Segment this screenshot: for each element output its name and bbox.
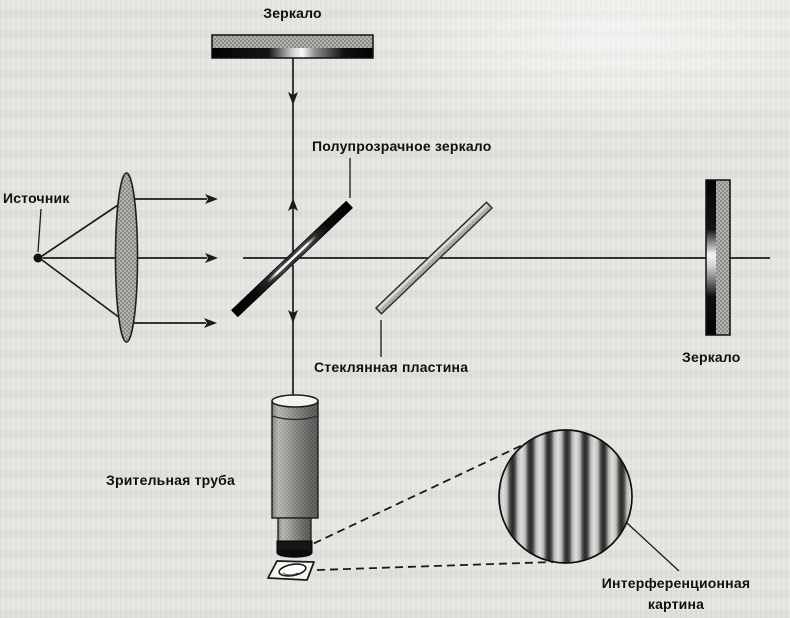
label-interference-line2: картина — [647, 596, 705, 612]
telescope-draw-tube-texture — [278, 518, 311, 543]
label-top-mirror: Зеркало — [263, 5, 322, 21]
source-leader-line — [38, 209, 41, 252]
source-ray-upper — [42, 201, 124, 256]
source-ray-lower — [42, 260, 124, 321]
dashed-line-lower — [317, 562, 553, 570]
beam-splitter-plate — [232, 201, 353, 316]
label-beam-splitter: Полупрозрачное зеркало — [312, 138, 492, 154]
collimating-lens — [116, 173, 138, 342]
telescope-body-texture — [272, 401, 318, 518]
label-interference-pattern — [584, 573, 768, 615]
interference-leader-line — [627, 523, 679, 571]
telescope-top-opening — [272, 395, 318, 407]
light-beam-lines — [42, 58, 770, 395]
dashed-line-upper — [302, 441, 531, 549]
top-mirror-reflective-face — [212, 48, 373, 58]
label-telescope: Зрительная труба — [106, 472, 236, 488]
label-source: Источник — [3, 190, 70, 206]
top-mirror-back — [212, 35, 373, 48]
right-mirror-back — [716, 180, 730, 335]
label-interference-line1: Интерференционная — [601, 575, 751, 591]
telescope-eyepiece-rim — [277, 549, 312, 557]
label-glass-plate: Стеклянная пластина — [314, 359, 469, 375]
glass-plate-texture — [380, 207, 490, 312]
light-source-point — [34, 254, 43, 263]
beam-splitter-glass-highlight — [266, 235, 317, 284]
observation-screen — [268, 561, 314, 580]
top-mirror — [212, 35, 373, 58]
label-right-mirror: Зеркало — [682, 349, 741, 365]
right-mirror-reflective-face — [706, 180, 716, 335]
interference-pattern — [499, 430, 632, 563]
right-mirror — [706, 180, 730, 335]
glass-plate-edge-highlight — [378, 204, 488, 309]
telescope — [272, 395, 318, 558]
